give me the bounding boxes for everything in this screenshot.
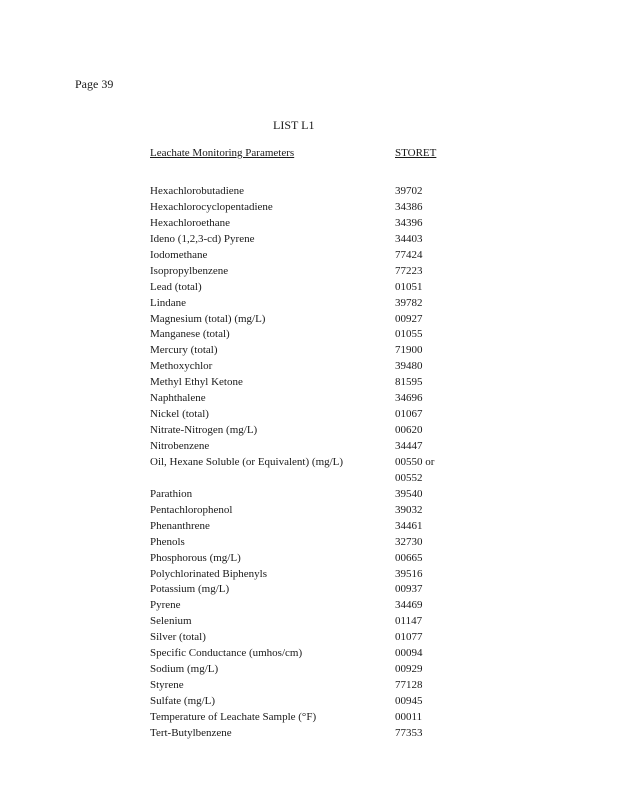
table-header bbox=[150, 147, 460, 163]
parameter-name: Pyrene bbox=[150, 599, 181, 612]
table-row bbox=[150, 519, 460, 535]
storet-code: 00929 bbox=[395, 663, 423, 676]
storet-code: 81595 bbox=[395, 376, 423, 389]
storet-code: 00945 bbox=[395, 695, 423, 708]
table-row bbox=[150, 359, 460, 375]
table-row bbox=[150, 582, 460, 598]
storet-code: 77424 bbox=[395, 248, 423, 261]
table-row bbox=[150, 312, 460, 328]
table-row bbox=[150, 280, 460, 296]
parameter-name: Pentachlorophenol bbox=[150, 503, 233, 516]
table-row bbox=[150, 614, 460, 630]
table-row bbox=[150, 327, 460, 343]
parameter-name: Selenium bbox=[150, 615, 192, 628]
parameter-name: Nitrobenzene bbox=[150, 440, 210, 452]
page-number: Page 39 bbox=[75, 77, 114, 91]
parameter-name: Hexachlorocyclopentadiene bbox=[150, 200, 273, 213]
storet-code: 39782 bbox=[395, 296, 423, 309]
storet-code: 00665 bbox=[395, 551, 423, 564]
table-row bbox=[150, 551, 460, 567]
parameter-name: Isopropylbenzene bbox=[150, 264, 229, 277]
parameter-name: Nitrate-Nitrogen (mg/L) bbox=[150, 424, 258, 437]
storet-code: 34386 bbox=[395, 200, 423, 213]
parameter-name: Phosphorous (mg/L) bbox=[150, 551, 241, 564]
storet-code: 34396 bbox=[395, 216, 423, 229]
table-row bbox=[150, 646, 460, 662]
parameter-name: Magnesium (total) (mg/L) bbox=[150, 312, 266, 325]
header-storet: STORET bbox=[395, 147, 437, 159]
storet-code: 00927 bbox=[395, 312, 423, 325]
parameter-name: Polychlorinated Biphenyls bbox=[150, 567, 268, 580]
parameter-name: Hexachloroethane bbox=[150, 216, 231, 229]
storet-code: 01067 bbox=[395, 408, 423, 421]
table-row bbox=[150, 439, 460, 455]
parameter-name: Styrene bbox=[150, 679, 184, 692]
table-row bbox=[150, 662, 460, 678]
table-row bbox=[150, 598, 460, 614]
parameter-name: Methyl Ethyl Ketone bbox=[150, 376, 243, 389]
parameter-name: Silver (total) bbox=[150, 631, 206, 644]
parameter-name: Hexachlorobutadiene bbox=[150, 185, 245, 197]
storet-code: 32730 bbox=[395, 535, 423, 548]
parameter-name: Iodomethane bbox=[150, 248, 208, 261]
table-row bbox=[150, 726, 460, 742]
table-row bbox=[150, 200, 460, 216]
storet-code: 39516 bbox=[395, 567, 423, 580]
parameter-name: Specific Conductance (umhos/cm) bbox=[150, 647, 303, 660]
storet-code: 77128 bbox=[395, 679, 423, 692]
table-row bbox=[150, 455, 460, 487]
parameter-name: Phenanthrene bbox=[150, 519, 210, 532]
parameter-name: Tert-Butylbenzene bbox=[150, 726, 232, 739]
parameter-name: Lindane bbox=[150, 296, 187, 309]
storet-code: 77223 bbox=[395, 264, 423, 277]
parameter-name: Methoxychlor bbox=[150, 360, 213, 373]
parameter-name: Naphthalene bbox=[150, 392, 206, 405]
storet-code: 39702 bbox=[395, 185, 423, 197]
table-row bbox=[150, 487, 460, 503]
table-row bbox=[150, 264, 460, 280]
table-row bbox=[150, 535, 460, 551]
storet-code: 34403 bbox=[395, 232, 423, 245]
table-row bbox=[150, 567, 460, 583]
parameter-name: Ideno (1,2,3-cd) Pyrene bbox=[150, 232, 255, 245]
table-rows bbox=[150, 184, 460, 742]
storet-code: 00620 bbox=[395, 424, 423, 437]
storet-code: 01077 bbox=[395, 631, 423, 644]
table-row bbox=[150, 248, 460, 264]
table-row bbox=[150, 503, 460, 519]
storet-code: 01055 bbox=[395, 328, 423, 341]
table-row bbox=[150, 678, 460, 694]
parameter-name: Oil, Hexane Soluble (or Equivalent) (mg/L) bbox=[150, 455, 344, 468]
table-row bbox=[150, 423, 460, 439]
parameter-name: Potassium (mg/L) bbox=[150, 583, 230, 596]
parameter-name: Sodium (mg/L) bbox=[150, 663, 219, 676]
parameter-name: Temperature of Leachate Sample (°F) bbox=[150, 710, 317, 723]
storet-code: 34696 bbox=[395, 392, 423, 405]
table-row bbox=[150, 184, 460, 200]
table-row bbox=[150, 694, 460, 710]
storet-code: 00550 or 00552 bbox=[395, 455, 435, 484]
table-row bbox=[150, 232, 460, 248]
parameter-name: Mercury (total) bbox=[150, 344, 218, 357]
storet-code: 01147 bbox=[395, 615, 423, 628]
storet-code: 01051 bbox=[395, 280, 423, 293]
parameter-name: Parathion bbox=[150, 487, 193, 500]
storet-code: 77353 bbox=[395, 726, 423, 739]
storet-code: 34461 bbox=[395, 519, 423, 532]
parameter-name: Manganese (total) bbox=[150, 328, 230, 341]
table-row bbox=[150, 375, 460, 391]
storet-code: 39032 bbox=[395, 503, 423, 516]
table-row bbox=[150, 391, 460, 407]
parameter-name: Lead (total) bbox=[150, 280, 202, 293]
parameters-table bbox=[150, 147, 460, 742]
storet-code: 71900 bbox=[395, 344, 423, 357]
table-row bbox=[150, 216, 460, 232]
table-row bbox=[150, 296, 460, 312]
table-row bbox=[150, 407, 460, 423]
storet-code: 34447 bbox=[395, 440, 423, 452]
parameter-name: Nickel (total) bbox=[150, 408, 209, 421]
storet-code: 00094 bbox=[395, 647, 423, 660]
storet-code: 00937 bbox=[395, 583, 423, 596]
storet-code: 34469 bbox=[395, 599, 423, 612]
storet-code: 39540 bbox=[395, 487, 423, 500]
parameter-name: Sulfate (mg/L) bbox=[150, 695, 216, 708]
table-row bbox=[150, 343, 460, 359]
table-row bbox=[150, 630, 460, 646]
storet-code: 39480 bbox=[395, 360, 423, 373]
header-parameters: Leachate Monitoring Parameters bbox=[150, 147, 295, 159]
table-row bbox=[150, 710, 460, 726]
list-title: LIST L1 bbox=[273, 118, 315, 132]
storet-code: 00011 bbox=[395, 710, 423, 723]
parameter-name: Phenols bbox=[150, 535, 185, 548]
